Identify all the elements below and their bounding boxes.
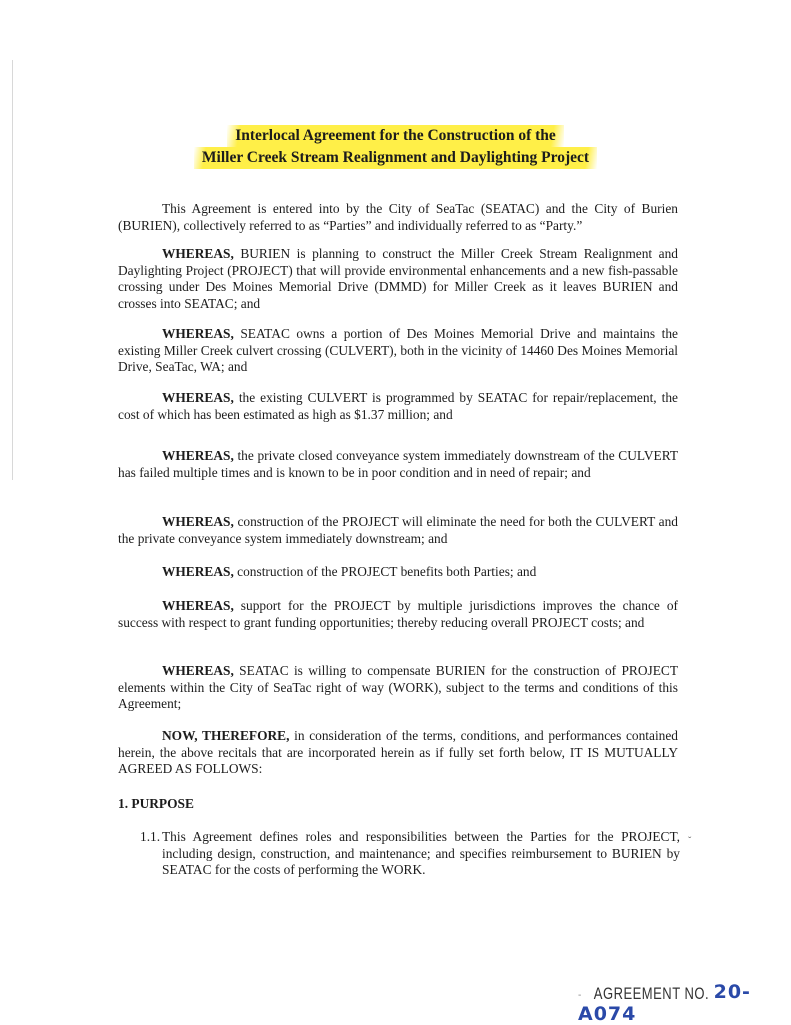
- recital-text: construction of the PROJECT will eliminate the need for both the CULVERT and the private conveyance system immediately downstream; and: [118, 514, 678, 546]
- stamp-dash-mark: -: [578, 990, 582, 1001]
- whereas-label: WHEREAS,: [162, 326, 234, 341]
- whereas-label: WHEREAS,: [162, 564, 234, 579]
- recital-text: SEATAC is willing to compensate BURIEN for the construction of PROJECT elements within the City of SeaTac right of way (WORK), subject to the terms and conditions of this Agreement;: [118, 663, 678, 712]
- recital-1: [118, 246, 678, 312]
- whereas-label: WHEREAS,: [162, 390, 234, 405]
- scan-edge-line: [12, 60, 13, 480]
- title-line-2: Miller Creek Stream Realignment and Daylighting Project: [194, 147, 597, 169]
- now-therefore-text: in consideration of the terms, conditions, and performances contained herein, the above recitals that are incorporated herein as if fully set forth below, IT IS MUTUALLY AGREED AS FOLLOWS:: [118, 728, 679, 777]
- item-number: 1.1.: [140, 829, 161, 844]
- agreement-number-handwritten: 20-A074: [578, 981, 751, 1025]
- recital-2: [118, 326, 678, 376]
- whereas-label: WHEREAS,: [162, 663, 234, 678]
- now-therefore-paragraph: [118, 728, 678, 778]
- recital-text: SEATAC owns a portion of Des Moines Memorial Drive and maintains the existing Miller Creek culvert crossing (CULVERT), both in the vicinity of 14460 Des Moines Memorial Drive, SeaTac, WA; and: [118, 326, 678, 375]
- whereas-label: WHEREAS,: [162, 514, 234, 529]
- agreement-number-stamp: [578, 981, 791, 1025]
- item-text: This Agreement defines roles and responsibilities between the Parties for the PROJECT, including design, construction, and maintenance; and specifies reimbursement to BURIEN by SEATAC for the costs of performing the WORK.: [162, 829, 680, 878]
- agreement-number-label: AGREEMENT NO.: [593, 984, 710, 1003]
- whereas-label: WHEREAS,: [162, 598, 234, 613]
- recital-text: construction of the PROJECT benefits both Parties; and: [233, 564, 537, 579]
- section-item-1-1: [140, 829, 680, 879]
- recital-text: BURIEN is planning to construct the Miller Creek Stream Realignment and Daylighting Project (PROJECT) that will provide environmental enhancements and a new fish-passable crossing under Des Moines Memorial Drive (DMMD) for Miller Creek as it leaves BURIEN and crosses into SEATAC; and: [118, 246, 678, 311]
- recital-text: the existing CULVERT is programmed by SEATAC for repair/replacement, the cost of which has been estimated as high as $1.37 million; and: [118, 390, 678, 422]
- now-therefore-label: NOW, THEREFORE,: [162, 728, 290, 743]
- recital-7: [118, 598, 678, 631]
- recital-8: [118, 663, 678, 713]
- pen-check-mark: ˇ: [688, 836, 692, 847]
- whereas-label: WHEREAS,: [162, 246, 234, 261]
- recital-4: [118, 448, 678, 481]
- recital-text: the private closed conveyance system immediately downstream of the CULVERT has failed multiple times and is known to be in poor condition and in need of repair; and: [118, 448, 678, 480]
- recital-text: support for the PROJECT by multiple jurisdictions improves the chance of success with respect to grant funding opportunities; thereby reducing overall PROJECT costs; and: [118, 598, 678, 630]
- title-line-1: Interlocal Agreement for the Construction of the: [227, 125, 564, 147]
- whereas-label: WHEREAS,: [162, 448, 234, 463]
- intro-text: This Agreement is entered into by the City of SeaTac (SEATAC) and the City of Burien (BURIEN), collectively referred to as “Parties” and individually referred to as “Party.”: [118, 201, 678, 233]
- intro-paragraph: [118, 201, 678, 234]
- section-heading-purpose: 1. PURPOSE: [118, 796, 194, 811]
- recital-3: [118, 390, 678, 423]
- recital-5: [118, 514, 678, 547]
- recital-6: [118, 564, 678, 581]
- document-title: [0, 125, 791, 169]
